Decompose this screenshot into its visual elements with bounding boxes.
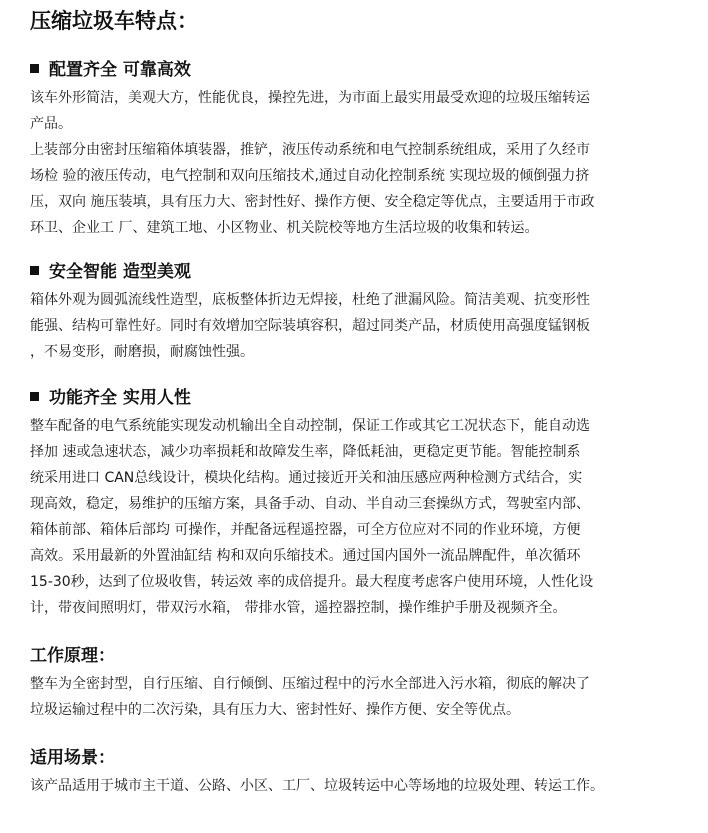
paragraph-line: 计，带夜间照明灯，带双污水箱， 带排水管，遥控器控制，操作维护手册及视频齐全。 — [30, 600, 567, 616]
paragraph-line: 环卫、企业工 厂、建筑工地、小区物业、机关院校等地方生活垃圾的收集和转运。 — [30, 220, 539, 236]
square-bullet-icon — [30, 266, 39, 275]
paragraph-line: ，不易变形，耐磨损，耐腐蚀性强。 — [30, 344, 254, 360]
paragraph-line: 压，双向 施压装填，具有压力大、密封性好、操作方便、安全稳定等优点，主要适用于市政 — [30, 194, 595, 210]
section-heading-config — [30, 58, 191, 82]
paragraph-line: 箱体前部、箱体后部均 可操作，并配备远程遥控器，可全方位应对不同的作业环境，方便 — [30, 522, 581, 538]
paragraph-line: 能强、结构可靠性好。同时有效增加空际装填容积，超过同类产品，材质使用高强度锰钢板 — [30, 318, 590, 334]
paragraph-line: 统采用进口 CAN总线设计，模块化结构。通过接近开关和油压感应两种检测方式结合，实 — [30, 470, 583, 486]
paragraph-line: 整车为全密封型，自行压缩、自行倾倒、压缩过程中的污水全部进入污水箱，彻底的解决了 — [30, 676, 590, 692]
paragraph-line: 垃圾运输过程中的二次污染，具有压力大、密封性好、操作方便、安全等优点。 — [30, 702, 520, 718]
page-title: 压缩垃圾车特点： — [30, 9, 198, 33]
section-heading-text: 安全智能 造型美观 — [49, 262, 191, 282]
paragraph-line: 箱体外观为圆弧流线性造型，底板整体折边无焊接，杜绝了泄漏风险。简洁美观、抗变形性 — [30, 292, 590, 308]
paragraph-line: 现高效，稳定，易维护的压缩方案，具备手动、自动、半自动三套操纵方式，驾驶室内部、 — [30, 496, 590, 512]
section-heading-safety — [30, 260, 191, 284]
principle-heading: 工作原理： — [30, 646, 115, 666]
paragraph-line: 高效。采用最新的外置油缸结 构和双向乐缩技术。通过国内国外一流品牌配件，单次循环 — [30, 548, 581, 564]
square-bullet-icon — [30, 64, 39, 73]
paragraph-line: 上装部分由密封压缩箱体填装器，推铲，液压传动系统和电气控制系统组成，采用了久经市 — [30, 142, 590, 158]
section-heading-function — [30, 386, 191, 410]
paragraph-line: 产品。 — [30, 116, 72, 132]
paragraph-line: 该车外形简洁，美观大方，性能优良，操控先进，为市面上最实用最受欢迎的垃圾压缩转运 — [30, 90, 590, 106]
scenario-heading: 适用场景： — [30, 748, 115, 768]
square-bullet-icon — [30, 392, 39, 401]
section-heading-text: 功能齐全 实用人性 — [49, 388, 191, 408]
paragraph-line: 择加 速或急速状态，减少功率损耗和故障发生率，降低耗油，更稳定更节能。智能控制系 — [30, 444, 581, 460]
paragraph-line: 场检 验的液压传动，电气控制和双向压缩技术,通过自动化控制系统 实现垃圾的倾倒强力挤 — [30, 168, 590, 184]
section-heading-text: 配置齐全 可靠高效 — [49, 60, 191, 80]
paragraph-line: 该产品适用于城市主干道、公路、小区、工厂、垃圾转运中心等场地的垃圾处理、转运工作。 — [30, 778, 604, 794]
paragraph-line: 整车配备的电气系统能实现发动机输出全自动控制，保证工作或其它工况状态下，能自动选 — [30, 418, 590, 434]
paragraph-line: 15-30秒，达到了位圾收售，转运效 率的成倍提升。最大程度考虑客户使用环境，人性化设 — [30, 574, 594, 590]
